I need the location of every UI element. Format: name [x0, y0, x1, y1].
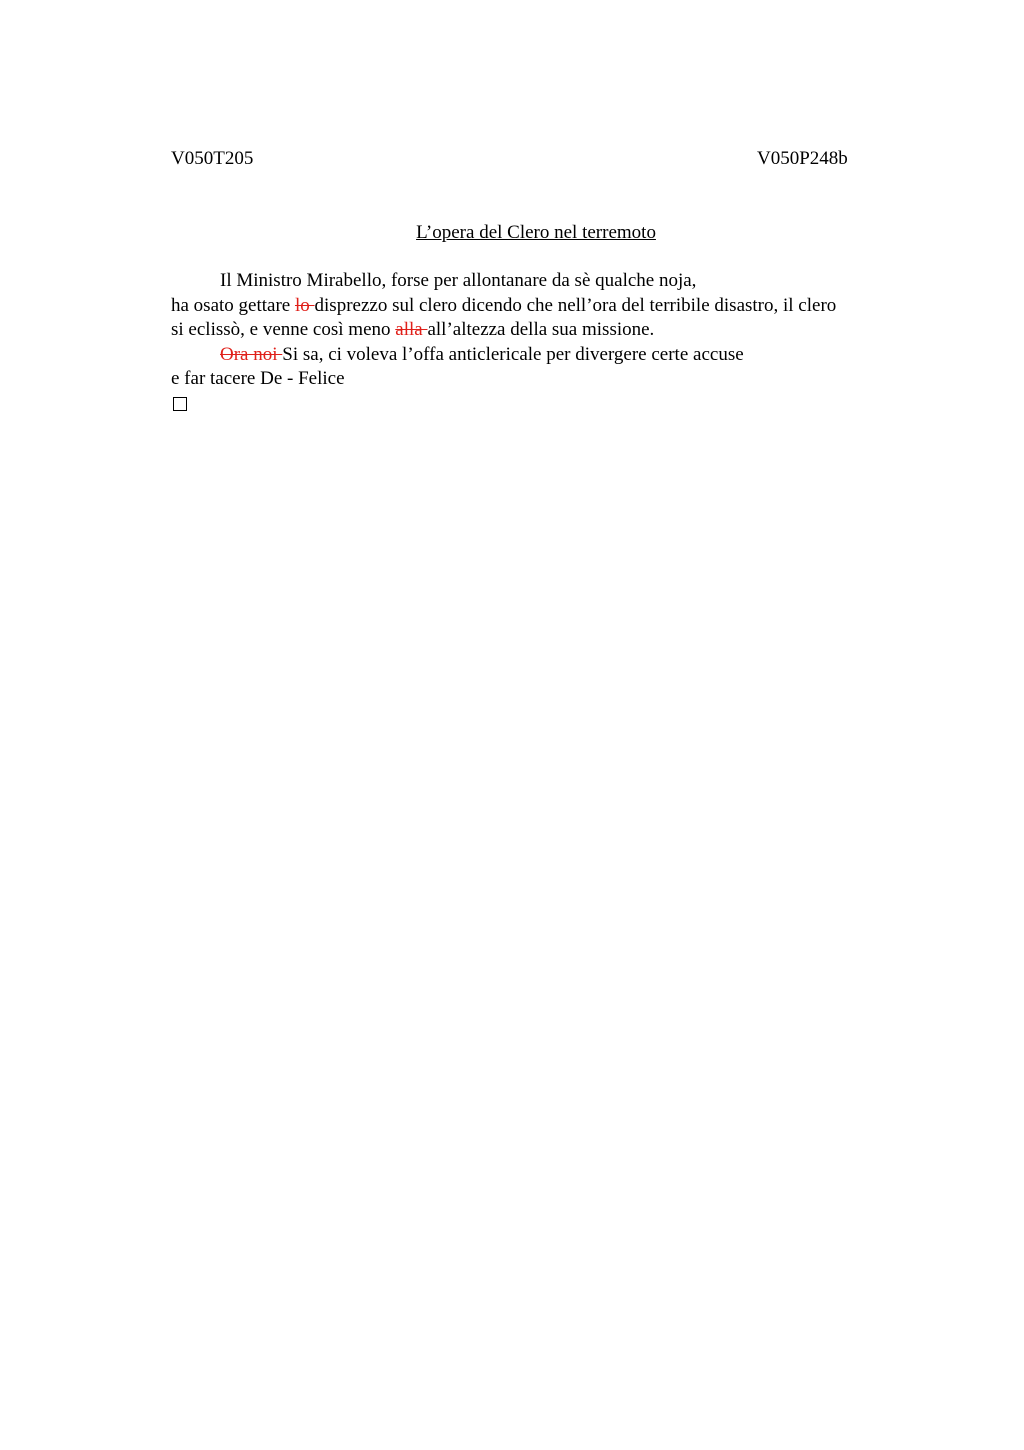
text-span: disprezzo sul clero dicendo che nell’ora del terribile disastro, il clero: [314, 294, 837, 316]
paragraph-2-line-2: [171, 367, 911, 392]
deleted-text: lo: [294, 294, 315, 316]
text-span: Si sa, ci voleva l’offa anticlericale per divergere certe accuse: [282, 343, 744, 365]
document-body: [171, 269, 911, 416]
empty-box-icon: [173, 397, 187, 411]
text-span: Il Ministro Mirabello, forse per allontanare da sè qualche noja,: [220, 270, 697, 291]
paragraph-1-line-1: [171, 269, 911, 294]
text-span: all’altezza della sua missione.: [427, 319, 655, 340]
text-span: si eclissò, e venne così meno: [171, 319, 396, 340]
document-code-left: V050T205: [171, 148, 254, 169]
deleted-text: Ora noi: [220, 343, 283, 365]
text-span: e far tacere De - Felice: [171, 368, 345, 389]
deleted-text: alla: [395, 319, 428, 340]
text-span: ha osato gettare: [171, 294, 295, 316]
document-title: L’opera del Clero nel terremoto: [416, 222, 656, 243]
paragraph-2-line-1: [171, 343, 911, 368]
end-marker-line: [171, 392, 911, 417]
paragraph-1-line-2: [171, 294, 911, 319]
paragraph-1-line-3: [171, 318, 911, 343]
document-code-right: V050P248b: [757, 148, 848, 169]
